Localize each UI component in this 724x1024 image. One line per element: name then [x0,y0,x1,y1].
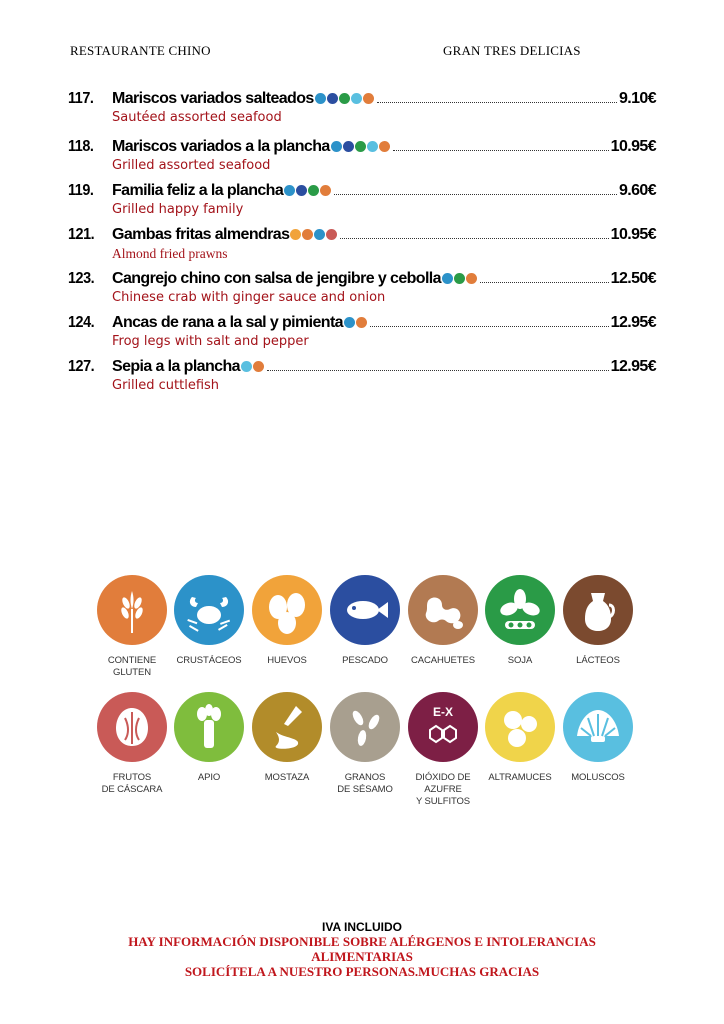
dot-leader [480,281,609,283]
soja-allergen-icon [355,141,366,152]
shell-icon [563,692,633,762]
dish-allergen-icons [241,361,264,372]
dish-number: 121. [68,226,95,243]
allergen-huevos [249,575,325,667]
allergen-label: CACAHUETES [411,655,475,666]
sulphite-molecule-icon [408,692,478,762]
dish-allergen-icons [315,93,374,104]
allergen-info-line-2: ALIMENTARIAS [311,949,413,964]
menu-item [68,86,656,128]
allergen-label: DIÓXIDO DE AZUFRE Y SULFITOS [415,772,471,807]
allergen-label: APIO [197,772,221,783]
restaurant-name: GRAN TRES DELICIAS [443,43,581,58]
dish-allergen-icons [331,141,390,152]
milk-jug-icon [563,575,633,645]
allergen-label: FRUTOS DE CÁSCARA [101,772,163,795]
allergen-label: MOSTAZA [264,772,310,783]
allergen-label: CRUSTÁCEOS [176,655,242,666]
dot-leader [370,325,609,327]
gluten-allergen-icon [302,229,313,240]
dish-number: 124. [68,314,95,331]
eggs-icon [252,575,322,645]
gluten-allergen-icon [320,185,331,196]
allergen-altramuces [482,692,558,784]
allergen-moluscos [560,692,636,784]
allergen-pescado [327,575,403,667]
dish-translation: Sautéed assorted seafood [112,110,282,125]
e-x-symbol: E-X [432,705,454,719]
menu-item-row [68,86,656,108]
menu-item [68,266,656,308]
crustaceos-allergen-icon [344,317,355,328]
sesame-icon [330,692,400,762]
dish-price: 9.60€ [618,182,656,199]
crustaceos-allergen-icon [315,93,326,104]
celery-icon [174,692,244,762]
gluten-allergen-icon [379,141,390,152]
huevos-allergen-icon [290,229,301,240]
dish-allergen-icons [442,273,477,284]
dish-price: 10.95€ [610,138,656,155]
footer [0,920,724,979]
crab-icon [174,575,244,645]
soja-allergen-icon [339,93,350,104]
gluten-allergen-icon [466,273,477,284]
dish-name: Mariscos variados a la plancha [112,138,330,155]
fish-icon [330,575,400,645]
menu-item-row [68,310,656,332]
mustard-icon [252,692,322,762]
wheat-icon [97,575,167,645]
dot-leader [393,149,609,151]
allergen-legend [92,560,634,810]
allergen-label: MOLUSCOS [571,772,625,783]
dish-price: 9.10€ [618,90,656,107]
menu-item [68,354,656,396]
dish-translation: Almond fried prawns [112,246,228,261]
soja-allergen-icon [308,185,319,196]
dot-leader [334,193,617,195]
allergen-label: SOJA [507,655,533,666]
dish-name: Sepia a la plancha [112,358,240,375]
menu-item-row [68,178,656,200]
dish-number: 127. [68,358,95,375]
dish-name: Mariscos variados salteados [112,90,314,107]
allergen-mostaza [249,692,325,784]
gluten-allergen-icon [253,361,264,372]
dish-number: 123. [68,270,95,287]
gluten-allergen-icon [356,317,367,328]
moluscos-allergen-icon [241,361,252,372]
dot-leader [377,101,617,103]
vat-note: IVA INCLUIDO [322,920,402,934]
lupin-icon [485,692,555,762]
frutos-allergen-icon [326,229,337,240]
menu-item [68,134,656,176]
allergen-cacahuetes [405,575,481,667]
allergen-sulfitos [405,692,481,808]
allergen-label: HUEVOS [267,655,307,666]
crustaceos-allergen-icon [442,273,453,284]
dish-name: Ancas de rana a la sal y pimienta [112,314,343,331]
allergen-label: PESCADO [342,655,388,666]
pescado-allergen-icon [327,93,338,104]
pescado-allergen-icon [343,141,354,152]
menu-item [68,178,656,220]
menu-list [68,86,656,398]
dish-translation: Frog legs with salt and pepper [112,334,309,349]
menu-item-row [68,354,656,376]
allergen-label: GRANOS DE SÉSAMO [337,772,393,795]
pescado-allergen-icon [296,185,307,196]
menu-item [68,222,656,264]
peanut-icon [408,575,478,645]
dish-price: 12.95€ [610,314,656,331]
moluscos-allergen-icon [351,93,362,104]
allergen-lacteos [560,575,636,667]
dish-price: 12.50€ [610,270,656,287]
dot-leader [340,237,608,239]
dish-number: 117. [68,90,94,107]
dish-allergen-icons [290,229,337,240]
soy-icon [485,575,555,645]
dish-name: Cangrejo chino con salsa de jengibre y cebolla [112,270,441,287]
menu-item-row [68,134,656,156]
menu-item-row [68,222,656,244]
dot-leader [267,369,609,371]
dish-allergen-icons [284,185,331,196]
dish-price: 12.95€ [610,358,656,375]
allergen-crustaceos [171,575,247,667]
crustaceos-allergen-icon [331,141,342,152]
allergen-label: LÁCTEOS [576,655,620,666]
allergen-soja [482,575,558,667]
moluscos-allergen-icon [367,141,378,152]
menu-item-row [68,266,656,288]
dish-allergen-icons [344,317,367,328]
allergen-label: CONTIENE GLUTEN [107,655,157,678]
crustaceos-allergen-icon [284,185,295,196]
dish-number: 119. [68,182,94,199]
crustaceos-allergen-icon [314,229,325,240]
dish-translation: Grilled assorted seafood [112,158,271,173]
dish-translation: Grilled cuttlefish [112,378,220,393]
allergen-label: ALTRAMUCES [488,772,552,783]
allergen-info-line-1: HAY INFORMACIÓN DISPONIBLE SOBRE ALÉRGENOS E INTOLERANCIAS [128,934,596,949]
allergen-gluten [94,575,170,679]
dish-name: Gambas fritas almendras [112,226,290,243]
soja-allergen-icon [454,273,465,284]
dish-name: Familia feliz a la plancha [112,182,284,199]
menu-item [68,310,656,352]
allergen-apio [171,692,247,784]
gluten-allergen-icon [363,93,374,104]
dish-price: 10.95€ [610,226,656,243]
allergen-sesamo [327,692,403,796]
dish-translation: Grilled happy family [112,202,244,217]
nut-icon [97,692,167,762]
restaurant-type: RESTAURANTE CHINO [70,43,211,58]
allergen-info-line-3: SOLICÍTELA A NUESTRO PERSONAS.MUCHAS GRACIAS [184,964,540,979]
dish-translation: Chinese crab with ginger sauce and onion [112,290,386,305]
dish-number: 118. [68,138,94,155]
allergen-frutos [94,692,170,796]
